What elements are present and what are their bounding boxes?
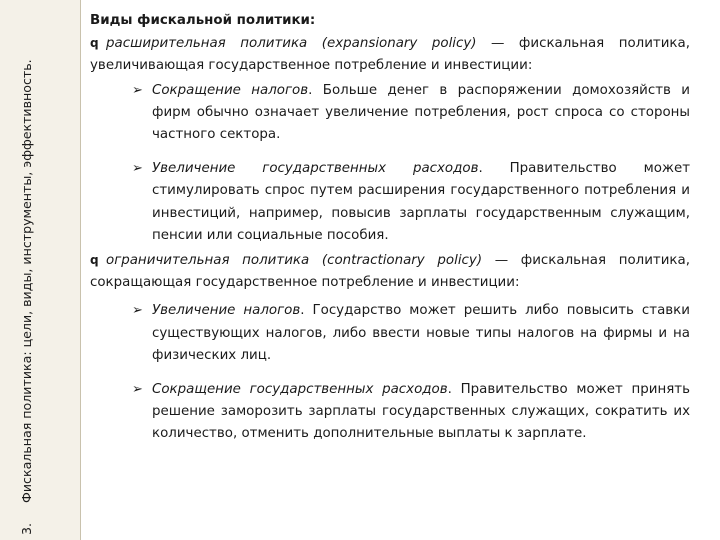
- content-heading: Виды фискальной политики:: [90, 13, 316, 28]
- vertical-slide-title: [16, 15, 38, 535]
- slide-content: [90, 10, 690, 446]
- list-item: [90, 379, 690, 446]
- checkbox-bullet-icon: q: [90, 36, 99, 51]
- section-title: ограничительная политика (contractionary policy): [106, 253, 483, 269]
- arrow-bullet-icon: ➢: [132, 303, 143, 319]
- section-contractionary: [90, 249, 690, 294]
- item-term: Увеличение государственных расходов: [152, 161, 479, 177]
- checkbox-bullet-icon: q: [90, 253, 99, 268]
- item-term: Сокращение государственных расходов: [152, 382, 448, 398]
- side-panel: [0, 0, 81, 540]
- arrow-bullet-icon: ➢: [132, 382, 143, 398]
- item-text: . Государство может решить либо повысить ставки существующих налогов, либо ввести новые типы налогов на фирмы и на физических лиц.: [152, 303, 690, 363]
- arrow-bullet-icon: ➢: [132, 82, 143, 98]
- section-title: расширительная политика (expansionary policy): [106, 36, 477, 52]
- list-item: [90, 300, 690, 367]
- list-item: [90, 158, 690, 247]
- item-text: . Больше денег в распоряжении домохозяйств и фирм обычно означает увеличение потребления, рост спроса со стороны частного сектора.: [152, 82, 690, 143]
- item-text: . Правительство может принять решение заморозить зарплаты государственных служащих, сократить их количество, отменить дополнительные выплаты к зарплате.: [152, 382, 690, 442]
- arrow-bullet-icon: ➢: [132, 161, 143, 177]
- list-item: [90, 80, 690, 147]
- section-expansionary: [90, 32, 690, 77]
- section-description: — фискальная политика, увеличивающая государственное потребление и инвестиции:: [90, 36, 690, 74]
- slide-title: Фискальная политика: цели, виды, инструменты, эффективность.: [19, 59, 34, 503]
- item-term: Увеличение налогов: [152, 303, 301, 319]
- section-description: — фискальная политика, сокращающая государственное потребление и инвестиции:: [90, 253, 690, 291]
- slide-number: 3.: [19, 522, 34, 535]
- item-text: . Правительство может стимулировать спрос путем расширения государственного потребления и инвестиций, например, повысив зарплаты государственным служащим, пенсии или социальные пособия.: [152, 161, 690, 243]
- item-term: Сокращение налогов: [152, 82, 309, 98]
